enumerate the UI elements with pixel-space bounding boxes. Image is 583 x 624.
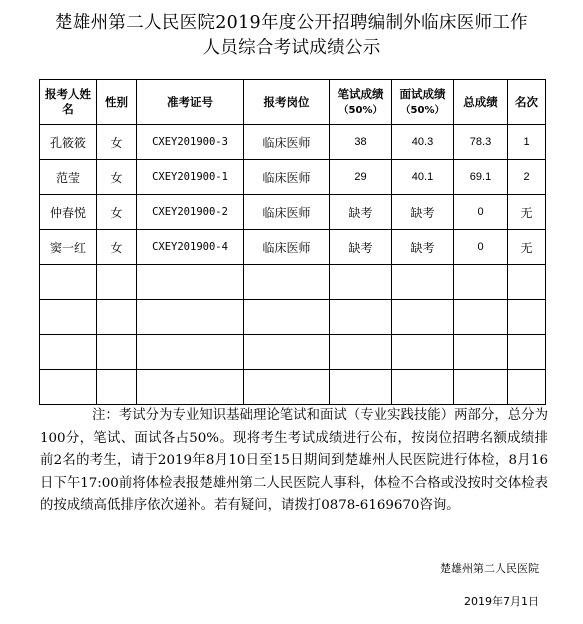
table-row	[40, 230, 546, 265]
table-cell: 临床医师	[244, 125, 330, 160]
table-cell	[40, 300, 97, 335]
column-header-sub: （50%）	[338, 104, 383, 116]
column-header	[330, 80, 392, 125]
column-header-label: 笔试成绩	[337, 86, 384, 101]
table-cell	[330, 370, 392, 405]
table-cell: 2	[508, 160, 546, 195]
table-cell	[454, 370, 508, 405]
table-cell: 0	[454, 230, 508, 265]
column-header	[508, 80, 546, 125]
table-cell	[508, 370, 546, 405]
table-cell: CXEY201900-4	[137, 230, 244, 265]
table-cell: 临床医师	[244, 195, 330, 230]
table-cell: 40.3	[392, 125, 454, 160]
column-header	[97, 80, 137, 125]
table-cell	[508, 265, 546, 300]
table-cell: 孔筱筱	[40, 125, 97, 160]
table-cell	[508, 335, 546, 370]
results-table	[39, 79, 546, 405]
table-cell	[330, 265, 392, 300]
table-header-row	[40, 80, 546, 125]
table-cell: 无	[508, 195, 546, 230]
table-cell	[454, 300, 508, 335]
table-cell	[244, 300, 330, 335]
table-cell	[137, 265, 244, 300]
table-cell: 临床医师	[244, 160, 330, 195]
table-cell: 缺考	[330, 195, 392, 230]
table-cell: 女	[97, 230, 137, 265]
column-header-label: 报考岗位	[263, 94, 310, 109]
table-cell: 窦一红	[40, 230, 97, 265]
table-cell: 女	[97, 195, 137, 230]
table-cell: CXEY201900-2	[137, 195, 244, 230]
table-cell: 29	[330, 160, 392, 195]
table-cell	[137, 370, 244, 405]
table-row	[40, 370, 546, 405]
table-cell: 临床医师	[244, 230, 330, 265]
table-cell: 缺考	[392, 195, 454, 230]
column-header-label: 报考人姓名	[45, 87, 91, 116]
table-cell	[454, 335, 508, 370]
table-cell	[137, 335, 244, 370]
table-cell	[392, 300, 454, 335]
column-header	[244, 80, 330, 125]
table-cell: 1	[508, 125, 546, 160]
table-cell	[244, 370, 330, 405]
column-header	[137, 80, 244, 125]
column-header-label: 面试成绩	[399, 86, 446, 101]
table-cell	[330, 300, 392, 335]
column-header	[40, 80, 97, 125]
table-row	[40, 195, 546, 230]
table-cell: 女	[97, 125, 137, 160]
table-cell: 69.1	[454, 160, 508, 195]
table-cell: CXEY201900-3	[137, 125, 244, 160]
column-header-label: 总成绩	[463, 94, 498, 109]
table-cell	[137, 300, 244, 335]
table-row	[40, 160, 546, 195]
column-header-sub: （50%）	[400, 104, 445, 116]
column-header-label: 性别	[105, 94, 128, 109]
table-cell	[40, 370, 97, 405]
table-cell	[97, 300, 137, 335]
table-cell	[40, 265, 97, 300]
table-cell	[454, 265, 508, 300]
hospital-signature: 楚雄州第二人民医院	[440, 562, 539, 575]
table-cell: 仲春悦	[40, 195, 97, 230]
table-row	[40, 265, 546, 300]
table-cell	[97, 370, 137, 405]
title-line-2: 人员综合考试成绩公示	[202, 38, 381, 58]
table-cell: 女	[97, 160, 137, 195]
table-row	[40, 335, 546, 370]
date: 2019年7月1日	[464, 595, 539, 608]
table-cell	[244, 265, 330, 300]
column-header	[392, 80, 454, 125]
table-row	[40, 125, 546, 160]
table-cell: 78.3	[454, 125, 508, 160]
table-cell: 40.1	[392, 160, 454, 195]
table-cell: 无	[508, 230, 546, 265]
table-cell	[244, 335, 330, 370]
table-cell	[97, 265, 137, 300]
column-header	[454, 80, 508, 125]
table-cell: 0	[454, 195, 508, 230]
table-cell	[97, 335, 137, 370]
notice-text: 注：考试分为专业知识基础理论笔试和面试（专业实践技能）两部分，总分为100分，笔试、面试各占50%。现将考生考试成绩进行公布，按岗位招聘名额成绩排前2名的考生，请于2019年8月10日至15日期间到楚雄州人民医院进行体检，8月16日下午17:00前将体检表报楚雄州第二人民医院人事科，体检不合格或没按时交体检表的按成绩高低排序依次递补。若有疑问，请拨打0878-6169670咨询。	[40, 408, 548, 513]
table-cell: 范莹	[40, 160, 97, 195]
title-line-1: 楚雄州第二人民医院2019年度公开招聘编制外临床医师工作	[55, 13, 528, 33]
table-cell: CXEY201900-1	[137, 160, 244, 195]
table-cell: 缺考	[392, 230, 454, 265]
table-cell: 缺考	[330, 230, 392, 265]
table-cell	[392, 335, 454, 370]
column-header-label: 名次	[515, 94, 538, 109]
table-cell	[330, 335, 392, 370]
table-cell: 38	[330, 125, 392, 160]
table-row	[40, 300, 546, 335]
table-cell	[392, 370, 454, 405]
table-cell	[40, 335, 97, 370]
table-cell	[508, 300, 546, 335]
table-cell	[392, 265, 454, 300]
column-header-label: 准考证号	[167, 94, 213, 109]
